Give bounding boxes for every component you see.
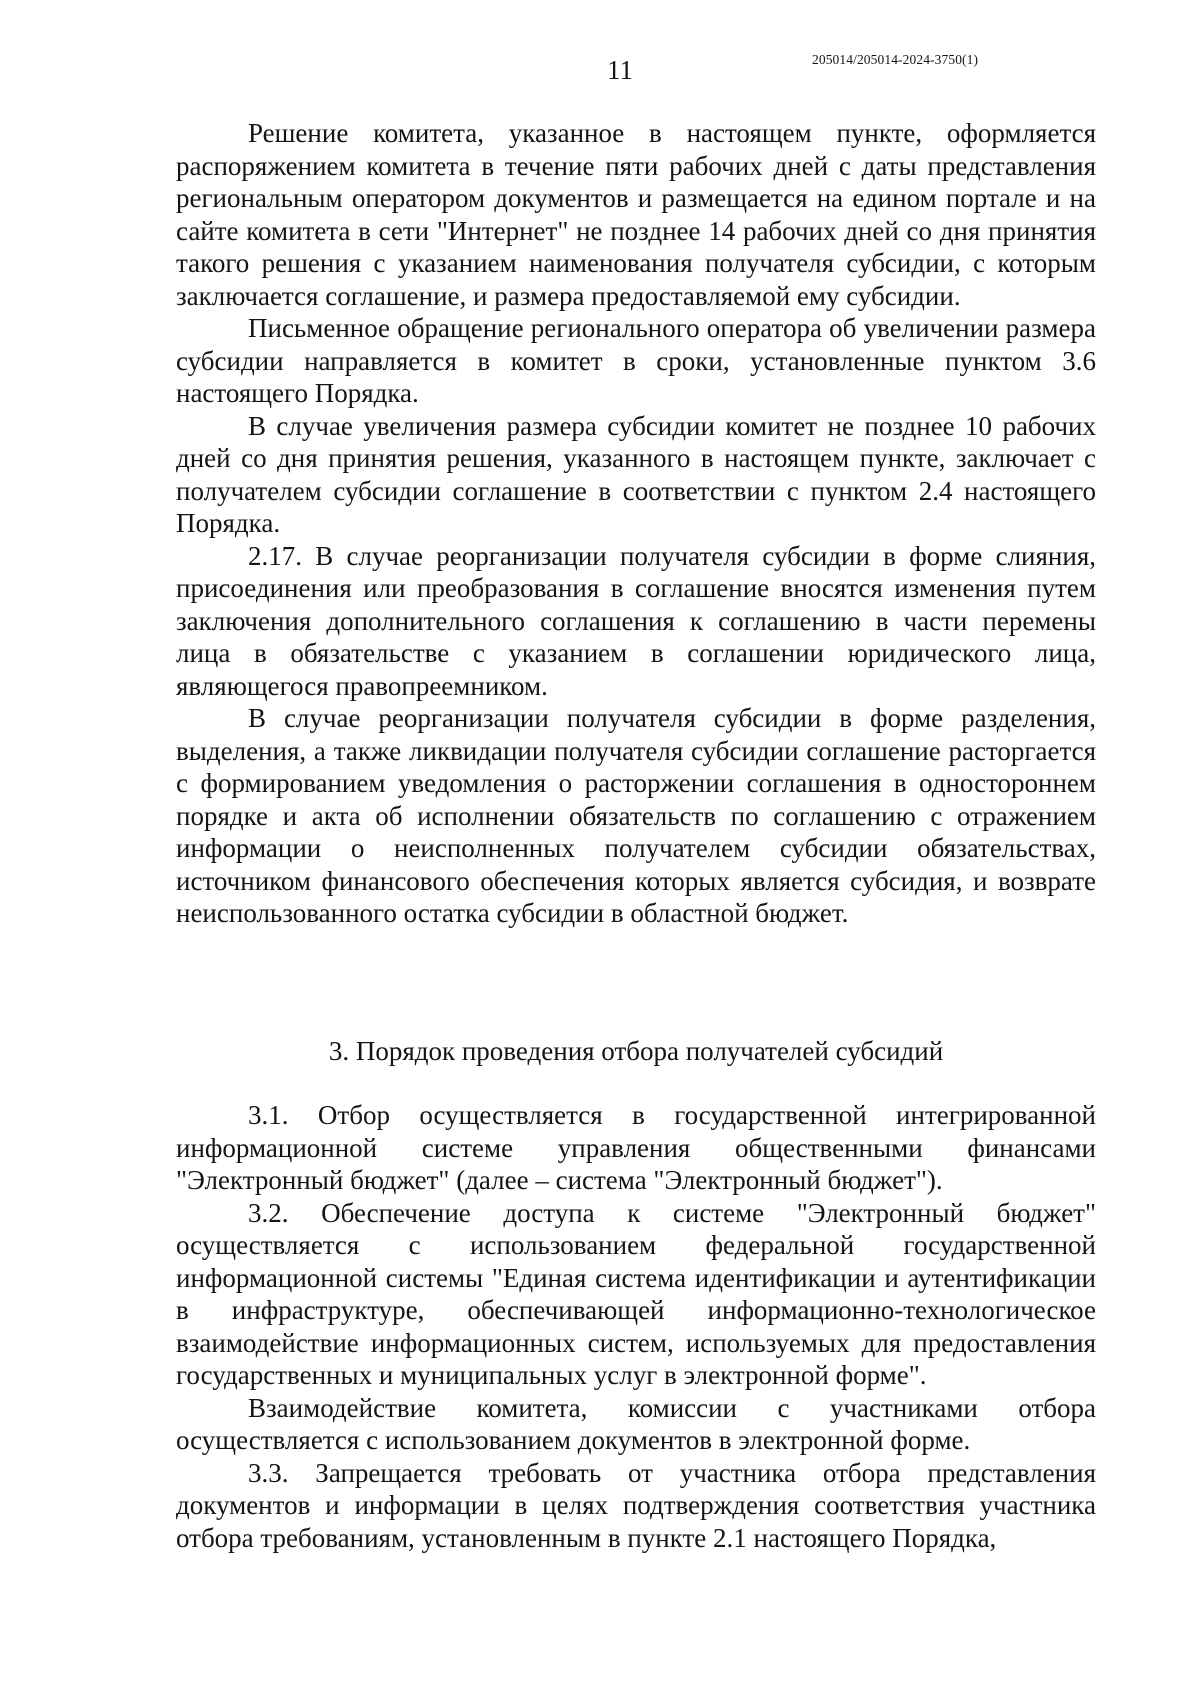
paragraph-3-2: 3.2. Обеспечение доступа к системе "Электронный бюджет" осуществляется с использованием федеральной государственной информационной системы "Единая система идентификации и аутентификации в инфраструктуре, обеспечивающей информационно-технологическое взаимодействие информационных систем, используемых для предоставления государственных и муниципальных услуг в электронной форме". [176, 1197, 1096, 1390]
paragraph: В случае реорганизации получателя субсидии в форме разделения, выделения, а также ликвидации получателя субсидии соглашение расторгается с формированием уведомления о расторжении соглашения в одностороннем порядке и акта об исполнении обязательств по соглашению с отражением информации о неисполненных получателем субсидии обязательствах, источником финансового обеспечения которых является субсидия, и возврате неиспользованного остатка субсидии в областной бюджет. [176, 703, 1096, 928]
page-number: 11 [607, 55, 633, 85]
paragraph-3-1: 3.1. Отбор осуществляется в государственной интегрированной информационной системе управления общественными финансами "Электронный бюджет" (далее – система "Электронный бюджет"). [176, 1100, 1096, 1195]
paragraph: Письменное обращение регионального оператора об увеличении размера субсидии направляется в комитет в сроки, установленные пунктом 3.6 настоящего Порядка. [176, 313, 1096, 408]
paragraph-3-3: 3.3. Запрещается требовать от участника отбора представления документов и информации в целях подтверждения соответствия участника отбора требованиям, установленным в пункте 2.1 настоящего Порядка, [176, 1457, 1096, 1553]
paragraph: В случае увеличения размера субсидии комитет не позднее 10 рабочих дней со дня принятия решения, указанного в настоящем пункте, заключает с получателем субсидии соглашение в соответствии с пунктом 2.4 настоящего Порядка. [176, 410, 1096, 538]
paragraph: Решение комитета, указанное в настоящем пункте, оформляется распоряжением комитета в течение пяти рабочих дней с даты представления региональным оператором документов и размещается на едином портале и на сайте комитета в сети "Интернет" не позднее 14 рабочих дней со дня принятия такого решения с указанием наименования получателя субсидии, с которым заключается соглашение, и размера предоставляемой ему субсидии. [176, 118, 1096, 311]
body-text-section-3 [176, 1099, 1096, 1554]
body-text-top [176, 117, 1096, 930]
section-heading: 3. Порядок проведения отбора получателей субсидий [328, 1036, 944, 1066]
paragraph-2-17: 2.17. В случае реорганизации получателя субсидии в форме слияния, присоединения или преобразования в соглашение вносятся изменения путем заключения дополнительного соглашения к соглашению в части перемены лица в обязательстве с указанием в соглашении юридического лица, являющегося правопреемником. [176, 540, 1096, 701]
paragraph: Взаимодействие комитета, комиссии с участниками отбора осуществляется с использованием документов в электронной форме. [176, 1392, 1096, 1455]
document-id: 205014/205014-2024-3750(1) [812, 52, 979, 67]
